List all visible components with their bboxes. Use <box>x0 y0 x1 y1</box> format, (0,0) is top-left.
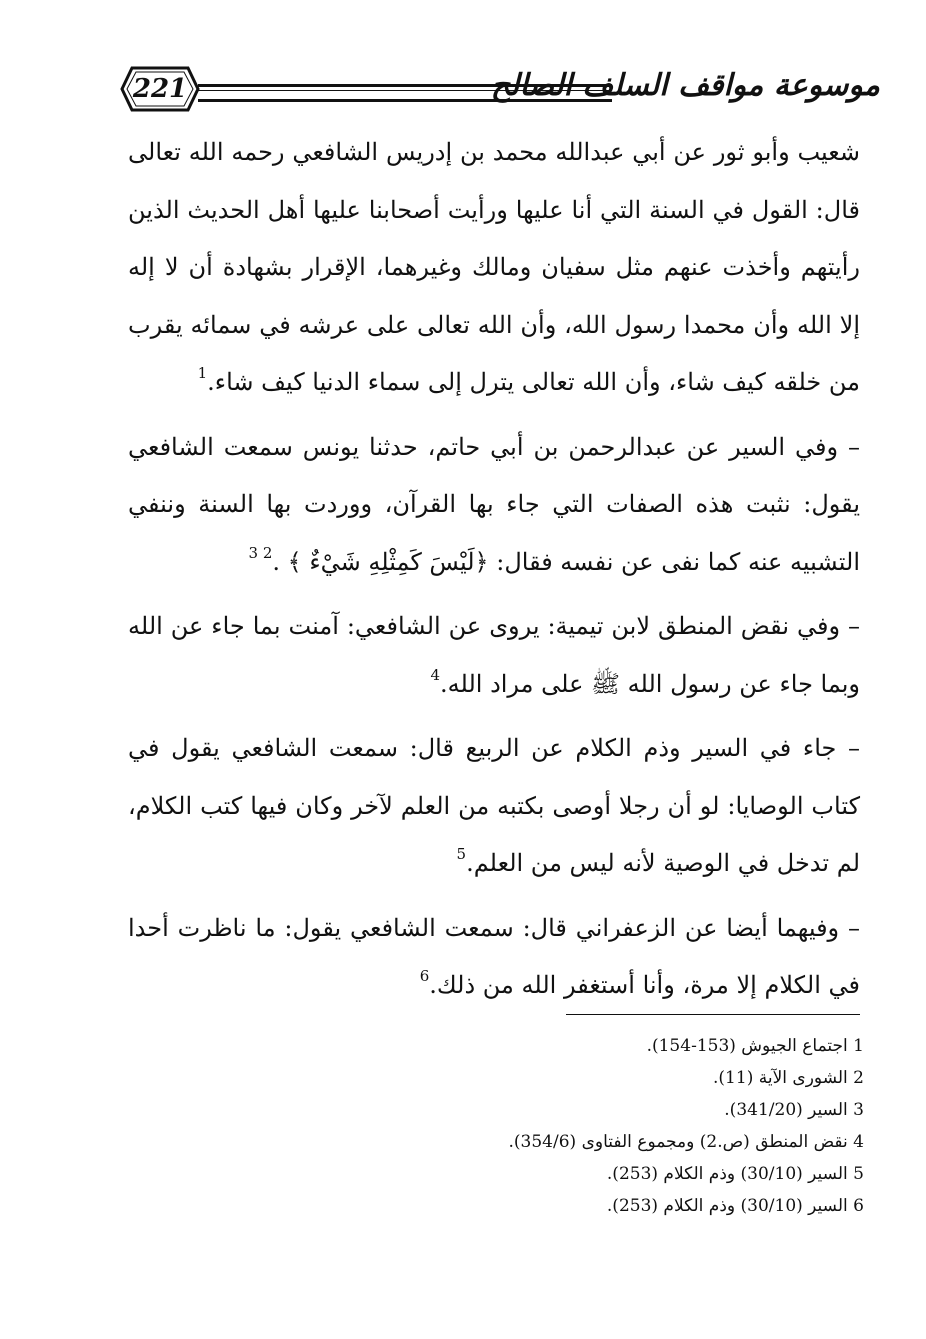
footnote-ref: 2 3 <box>248 543 273 562</box>
footnote-ref: 4 <box>430 665 441 684</box>
footnote: 3 السير (341/20). <box>724 1100 864 1120</box>
paragraph-text: – وفيهما أيضا عن الزعفراني قال: سمعت الشافعي يقول: ما ناظرت أحدا في الكلام إلا مرة، وأنا أستغفر الله من ذلك. <box>128 913 860 999</box>
paragraph-text: شعيب وأبو ثور عن أبي عبدالله محمد بن إدريس الشافعي رحمه الله تعالى قال: القول في السنة التي أنا عليها ورأيت أصحابنا عليها أهل الحديث الذين رأيتهم وأخذت عنهم مثل سفيان ومالك وغيرهما، الإقرار بشهادة أن لا إله إلا الله وأن محمدا رسول الله، وأن الله تعالى على عرشه في سمائه يقرب من خلقه كيف شاء، وأن الله تعالى يترل إلى سماء الدنيا كيف شاء. <box>128 138 860 396</box>
paragraph <box>128 720 860 893</box>
header-rule <box>198 84 612 102</box>
footnote-ref: 6 <box>419 967 430 985</box>
book-title: موسوعة مواقف السلف الصالح <box>490 68 880 103</box>
paragraph <box>128 598 860 713</box>
footnote: 4 نقض المنطق (ص.2) ومجموع الفتاوى (354/6). <box>508 1132 864 1152</box>
footnote: 2 الشورى الآية (11). <box>713 1068 864 1088</box>
page-header <box>120 62 880 118</box>
footnote: 1 اجتماع الجيوش (153-154). <box>646 1036 864 1056</box>
footnote-ref: 1 <box>197 364 208 382</box>
page-number: 221 <box>132 74 188 104</box>
paragraph-text: – وفي السير عن عبدالرحمن بن أبي حاتم، حدثنا يونس سمعت الشافعي يقول: نثبت هذه الصفات التي جاء بها القرآن، ووردت بها السنة وننفي التشبيه عنه كما نفى عن نفسه فقال: ﴿لَيْسَ كَمِثْلِهِ شَيْءٌ ﴾ . <box>128 432 860 576</box>
page-number-badge <box>120 66 200 112</box>
paragraph-text: – جاء في السير وذم الكلام عن الربيع قال: سمعت الشافعي يقول في كتاب الوصايا: لو أن رجلا أوصى بكتبه من العلم لآخر وكان فيها كتب الكلام، لم تدخل في الوصية لأنه ليس من العلم. <box>128 734 860 877</box>
footnotes <box>104 1030 864 1222</box>
footnote: 5 السير (30/10) وذم الكلام (253). <box>606 1164 864 1184</box>
paragraph <box>128 124 860 412</box>
footnote-separator <box>566 1014 860 1015</box>
paragraph-text: – وفي نقض المنطق لابن تيمية: يروى عن الشافعي: آمنت بما جاء عن الله وبما جاء عن رسول الله ﷺ على مراد الله. <box>128 612 860 698</box>
main-text <box>128 124 860 1022</box>
paragraph <box>128 419 860 592</box>
paragraph <box>128 900 860 1015</box>
footnote-ref: 5 <box>456 845 467 863</box>
footnote: 6 السير (30/10) وذم الكلام (253). <box>606 1196 864 1216</box>
